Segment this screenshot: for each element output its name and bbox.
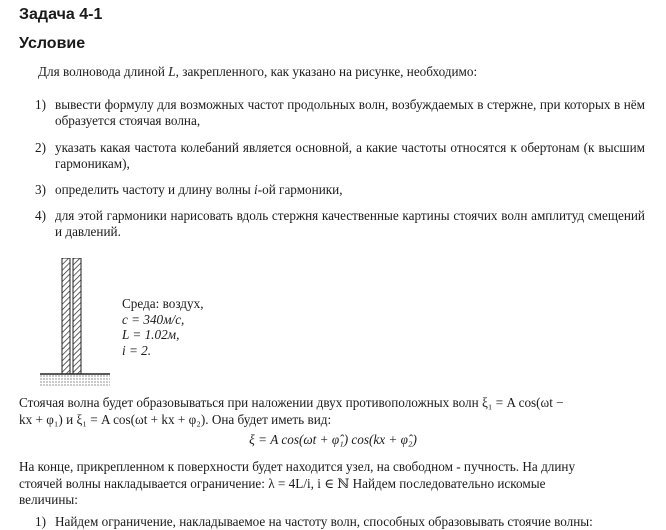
para1-line2: kx + φ₁) и ξ₁ = A cos(ωt + kx + φ₂). Она будет иметь вид: bbox=[19, 412, 332, 427]
param-L: L = 1.02м, bbox=[122, 327, 180, 342]
item-4-text: для этой гармоники нарисовать вдоль стержня качественные картины стоячих волн амплитуд смещений и давлений. bbox=[55, 208, 645, 239]
item-2-text: указать какая частота колебаний является основной, а какие частоты относятся к обертонам (к высшим гармоникам), bbox=[55, 140, 645, 171]
item-2-number: 2) bbox=[35, 140, 46, 155]
last-item-number: 1) bbox=[35, 514, 46, 529]
para2-line2: стоячей волны накладывается ограничение: λ = 4L/i, i ∈ ℕ Найдем последовательно искомые bbox=[19, 476, 546, 491]
rod-diagram bbox=[40, 258, 115, 390]
rod-left-wall bbox=[62, 258, 70, 374]
item-3-number: 3) bbox=[35, 182, 46, 197]
rod-right-wall bbox=[73, 258, 81, 374]
section-title: Условие bbox=[19, 35, 86, 52]
ground-hatch bbox=[40, 375, 110, 387]
item-3-text: определить частоту и длину волны i-ой гармоники, bbox=[55, 182, 343, 197]
task-title: Задача 4-1 bbox=[19, 6, 103, 23]
param-c: c = 340м/с, bbox=[122, 311, 185, 327]
intro-text: Для волновода длиной L, закрепленного, как указано на рисунке, необходимо: bbox=[38, 64, 478, 79]
parameters bbox=[122, 296, 204, 358]
para2-line3: величины: bbox=[19, 492, 78, 507]
para1-line1: Стоячая волна будет образовываться при наложении двух противоположных волн ξ₁ = A cos(ωt − bbox=[19, 395, 564, 410]
para2-line1: На конце, прикрепленном к поверхности будет находится узел, на свободном - пучность. На длину bbox=[19, 459, 576, 474]
item-1-number: 1) bbox=[35, 97, 46, 112]
standing-wave-formula: ξ = A cos(ωt + φ̂₁) cos(kx + φ̂₂) bbox=[249, 432, 417, 447]
param-medium: Среда: воздух, bbox=[122, 296, 204, 311]
param-i: i = 2. bbox=[122, 342, 152, 358]
rod-figure bbox=[40, 258, 115, 395]
item-1-text: вывести формулу для возможных частот продольных волн, возбуждаемых в стержне, при которых в нём образуется стоячая волна, bbox=[55, 97, 645, 128]
last-item-text: Найдем ограничение, накладываемое на частоту волн, способных образовывать стоячие волны: bbox=[55, 514, 593, 529]
item-4-number: 4) bbox=[35, 208, 46, 223]
